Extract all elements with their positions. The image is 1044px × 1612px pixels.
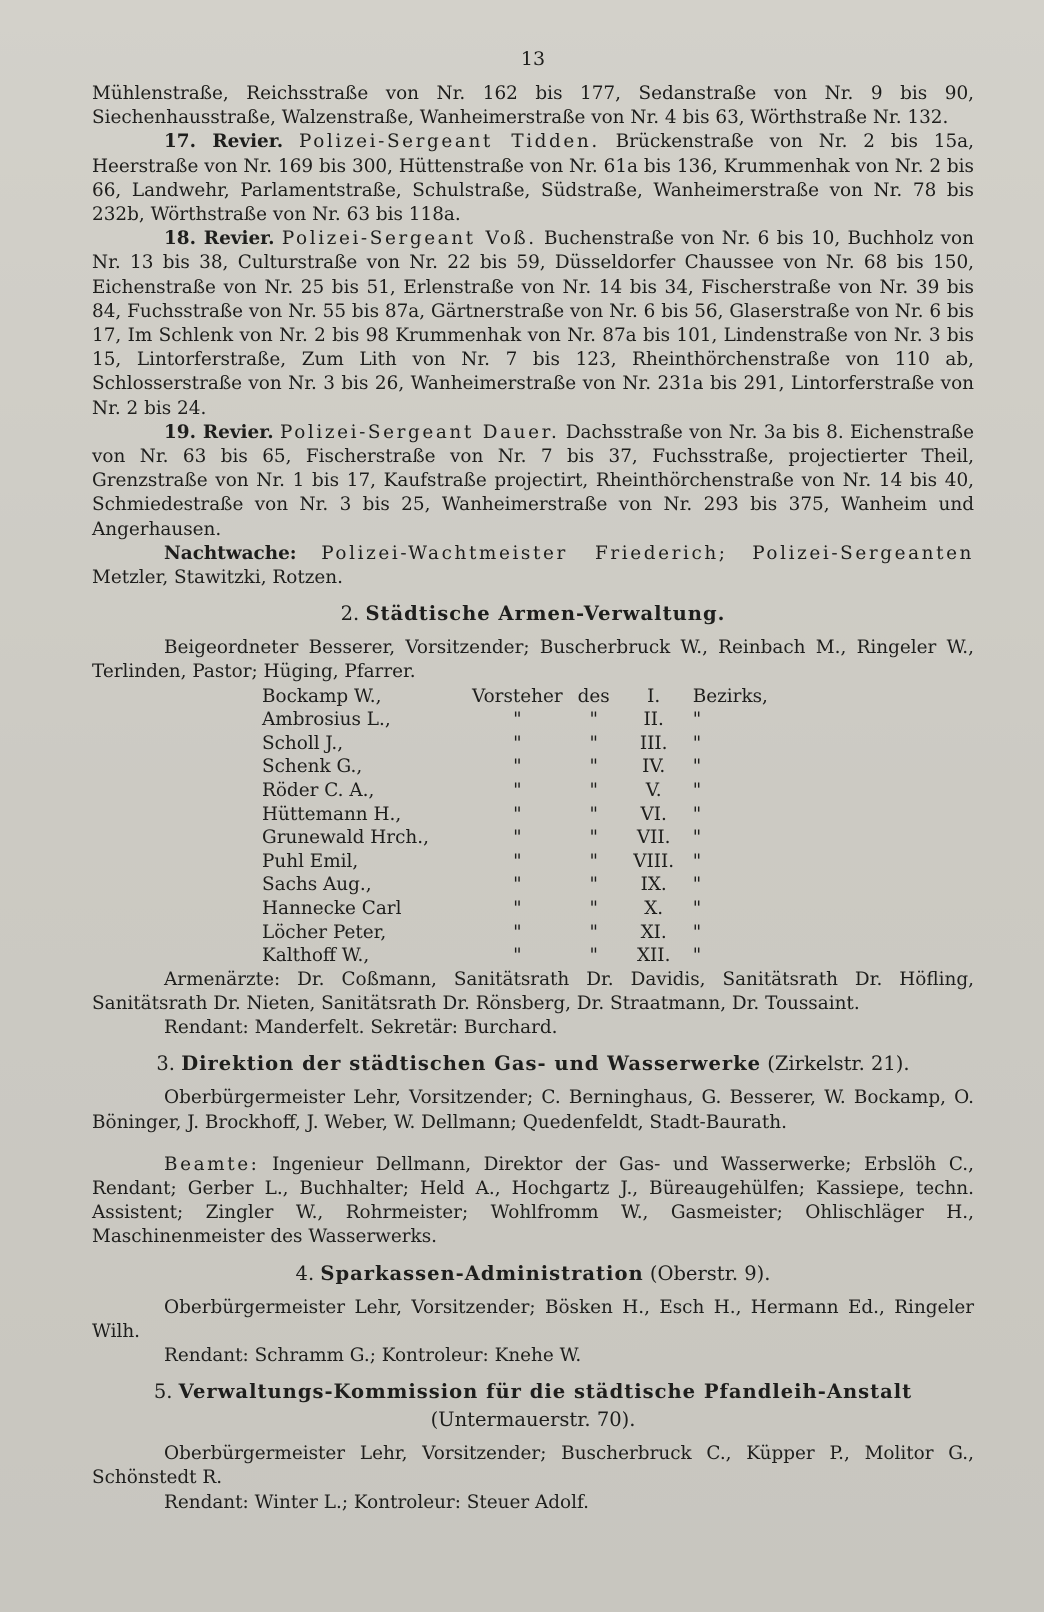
head-district-number: VII. bbox=[636, 827, 671, 849]
section-4-number: 4. bbox=[295, 1261, 315, 1285]
head-title-2: " bbox=[589, 945, 598, 967]
head-title-1: " bbox=[513, 827, 522, 849]
head-name: Scholl J., bbox=[262, 732, 344, 754]
head-district-word: " bbox=[692, 732, 702, 754]
table-row bbox=[262, 803, 813, 827]
head-district-number: I. bbox=[647, 685, 661, 707]
table-row bbox=[262, 873, 813, 897]
head-title-1: " bbox=[513, 850, 522, 872]
revier-18-label: 18. Revier. bbox=[164, 228, 275, 250]
head-title-2: " bbox=[589, 874, 598, 896]
section-3-beamte-label: Beamte: bbox=[164, 1153, 260, 1175]
head-title-2: " bbox=[589, 709, 598, 731]
section-3-beamte bbox=[92, 1153, 974, 1250]
revier-18-officer: Polizei-Sergeant Voß. bbox=[281, 228, 537, 250]
head-district-number: V. bbox=[645, 780, 662, 802]
table-row bbox=[262, 779, 813, 803]
revier-19 bbox=[92, 421, 974, 542]
section-5-rendant: Rendant: Winter L.; Kontroleur: Steuer Adolf. bbox=[164, 1491, 590, 1513]
head-district-word: Bezirks, bbox=[692, 685, 768, 707]
section-4-members: Oberbürgermeister Lehr, Vorsitzender; Bösken H., Esch H., Hermann Ed., Ringeler Wilh. bbox=[92, 1296, 974, 1342]
table-row bbox=[262, 685, 813, 709]
revier-18-text: Buchenstraße von Nr. 6 bis 10, Buchholz von Nr. 13 bis 38, Culturstraße von Nr. 22 bis 59, Düsseldorfer Chaussee von Nr. 68 bis 150, Eichenstraße von Nr. 25 bis 51, Erlenstraße von Nr. 14 bis 34, Fischerstraße von Nr. 39 bis 84, Fuchsstraße von Nr. 55 bis 87a, Gärtnerstraße von Nr. 6 bis 56, Glaserstraße von Nr. 6 bis 17, Im Schlenk von Nr. 2 bis 98 Krummenhak von Nr. 87a bis 101, Lindenstraße von Nr. 3 bis 15, Lintorferstraße, Zum Lith von Nr. 7 bis 123, Rheinthörchenstraße von 110 ab, Schlosserstraße von Nr. 3 bis 26, Wanheimerstraße von Nr. 231a bis 291, Lintorferstraße von Nr. 2 bis 24. bbox=[92, 228, 974, 419]
table-row bbox=[262, 921, 813, 945]
head-district-word: " bbox=[692, 803, 702, 825]
revier-19-officer: Polizei-Sergeant Dauer. bbox=[279, 421, 560, 443]
head-district-number: IV. bbox=[642, 756, 666, 778]
head-name: Schenk G., bbox=[262, 756, 363, 778]
nachtwache-label: Nachtwache: bbox=[164, 542, 297, 564]
section-5-number: 5. bbox=[153, 1380, 173, 1404]
section-5-address: (Untermauerstr. 70). bbox=[430, 1408, 636, 1432]
section-3-title: Direktion der städtischen Gas- und Wasserwerke bbox=[181, 1052, 762, 1076]
section-2-doctors: Armenärzte: Dr. Coßmann, Sanitätsrath Dr. Davidis, Sanitätsrath Dr. Höfling, Sanitätsrath Dr. Nieten, Sanitätsrath Dr. Rönsberg, Dr. Straatmann, Dr. Toussaint. bbox=[92, 968, 974, 1014]
revier-18 bbox=[92, 227, 974, 421]
section-3-beamte-text: Ingenieur Dellmann, Direktor der Gas- und Wasserwerke; Erbslöh C., Rendant; Gerber L., Buchhalter; Held A., Hochgartz J., Büreaugehülfen; Kassiepe, techn. Assistent; Zingler W., Rohrmeister; Wohlfromm W., Gasmeister; Ohlischläger H., Maschinenmeister des Wasserwerks. bbox=[92, 1153, 974, 1248]
section-2-heading bbox=[92, 600, 974, 628]
revier-17-officer: Polizei-Sergeant Tidden. bbox=[299, 131, 600, 153]
table-row bbox=[262, 755, 813, 779]
head-title-1: " bbox=[513, 945, 522, 967]
head-district-number: XI. bbox=[640, 921, 667, 943]
nachtwache bbox=[92, 542, 974, 590]
head-name: Löcher Peter, bbox=[262, 921, 387, 943]
section-3-members: Oberbürgermeister Lehr, Vorsitzender; C. Berninghaus, G. Besserer, W. Bockamp, O. Böninger, J. Brockhoff, J. Weber, W. Dellmann; Quedenfeldt, Stadt-Baurath. bbox=[92, 1087, 974, 1133]
head-district-number: VI. bbox=[640, 803, 667, 825]
head-title-1: " bbox=[513, 756, 522, 778]
table-row bbox=[262, 826, 813, 850]
head-title-2: " bbox=[589, 780, 598, 802]
head-district-number: X. bbox=[644, 898, 664, 920]
head-name: Hüttemann H., bbox=[262, 803, 402, 825]
head-name: Hannecke Carl bbox=[262, 898, 402, 920]
spacer bbox=[92, 1135, 974, 1153]
head-title-1: " bbox=[513, 732, 522, 754]
section-4-address: (Oberstr. 9). bbox=[649, 1261, 771, 1285]
head-title-2: " bbox=[589, 850, 598, 872]
head-title-1: " bbox=[513, 803, 522, 825]
head-title-2: " bbox=[589, 898, 598, 920]
section-2-rendant: Rendant: Manderfelt. Sekretär: Burchard. bbox=[164, 1017, 558, 1039]
head-name: Sachs Aug., bbox=[262, 874, 372, 896]
revier-17 bbox=[92, 130, 974, 227]
table-row bbox=[262, 850, 813, 874]
revier-17-continuation: Mühlenstraße, Reichsstraße von Nr. 162 bis 177, Sedanstraße von Nr. 9 bis 90, Siechenhausstraße, Walzenstraße, Wanheimerstraße von Nr. 4 bis 63, Wörthstraße Nr. 132. bbox=[92, 83, 974, 129]
section-2-intro: Beigeordneter Besserer, Vorsitzender; Buscherbruck W., Reinbach M., Ringeler W., Terlinden, Pastor; Hüging, Pfarrer. bbox=[92, 637, 974, 683]
head-title-2: " bbox=[589, 921, 598, 943]
head-name: Kalthoff W., bbox=[262, 945, 370, 967]
district-heads-table bbox=[262, 685, 813, 968]
head-district-number: II. bbox=[643, 709, 664, 731]
table-row bbox=[262, 732, 813, 756]
page-number: 13 bbox=[520, 48, 546, 70]
table-row bbox=[262, 897, 813, 921]
table-row bbox=[262, 708, 813, 732]
head-district-word: " bbox=[692, 780, 702, 802]
head-title-2: " bbox=[589, 756, 598, 778]
head-district-word: " bbox=[692, 921, 702, 943]
section-5-heading bbox=[92, 1378, 974, 1434]
head-district-word: " bbox=[692, 850, 702, 872]
head-title-1: Vorsteher bbox=[472, 685, 563, 707]
section-3-heading bbox=[92, 1050, 974, 1078]
head-district-word: " bbox=[692, 874, 702, 896]
head-district-number: IX. bbox=[640, 874, 667, 896]
head-name: Bockamp W., bbox=[262, 685, 382, 707]
section-5-title: Verwaltungs-Kommission für die städtische Pfandleih-Anstalt bbox=[178, 1380, 913, 1404]
head-title-1: " bbox=[513, 874, 522, 896]
section-5-members: Oberbürgermeister Lehr, Vorsitzender; Buscherbruck C., Küpper P., Molitor G., Schönstedt R. bbox=[92, 1443, 974, 1489]
section-4-title: Sparkassen-Administration bbox=[320, 1261, 644, 1285]
section-2-title: Städtische Armen-Verwaltung. bbox=[365, 602, 726, 626]
head-district-number: III. bbox=[639, 732, 668, 754]
head-district-word: " bbox=[692, 945, 702, 967]
head-name: Röder C. A., bbox=[262, 780, 375, 802]
head-title-2: " bbox=[589, 803, 598, 825]
revier-17-label: 17. Revier. bbox=[164, 131, 284, 153]
nachtwache-officer-2: Polizei-Sergeanten bbox=[752, 542, 974, 564]
head-title-2: " bbox=[589, 827, 598, 849]
nachtwache-officer-1: Polizei-Wachtmeister Friederich; bbox=[321, 542, 728, 564]
head-district-word: " bbox=[692, 756, 702, 778]
nachtwache-names: Metzler, Stawitzki, Rotzen. bbox=[92, 567, 343, 589]
head-district-word: " bbox=[692, 827, 702, 849]
head-name: Puhl Emil, bbox=[262, 850, 359, 872]
head-title-2: " bbox=[589, 732, 598, 754]
section-2-number: 2. bbox=[340, 602, 360, 626]
head-district-number: VIII. bbox=[633, 850, 675, 872]
revier-19-text: Dachsstraße von Nr. 3a bis 8. Eichenstraße von Nr. 63 bis 65, Fischerstraße von Nr. 7 bis 37, Fuchsstraße, projectierter Theil, Grenzstraße von Nr. 1 bis 17, Kaufstraße projectirt, Rheinthörchenstraße von Nr. 14 bis 40, Schmiedestraße von Nr. 3 bis 25, Wanheimerstraße von Nr. 293 bis 375, Wanheim und Angerhausen. bbox=[92, 421, 974, 540]
revier-19-label: 19. Revier. bbox=[164, 421, 274, 443]
section-3-number: 3. bbox=[156, 1052, 175, 1076]
head-district-word: " bbox=[692, 709, 702, 731]
head-district-number: XII. bbox=[636, 945, 671, 967]
head-title-1: " bbox=[513, 780, 522, 802]
section-4-rendant: Rendant: Schramm G.; Kontroleur: Knehe W. bbox=[164, 1345, 582, 1367]
head-title-1: " bbox=[513, 921, 522, 943]
head-district-word: " bbox=[692, 898, 702, 920]
head-name: Grunewald Hrch., bbox=[262, 827, 429, 849]
head-title-1: " bbox=[513, 898, 522, 920]
head-title-1: " bbox=[513, 709, 522, 731]
head-name: Ambrosius L., bbox=[262, 709, 391, 731]
section-3-address: (Zirkelstr. 21). bbox=[767, 1052, 910, 1076]
revier-17-text: Brückenstraße von Nr. 2 bis 15a, Heerstraße von Nr. 169 bis 300, Hüttenstraße von Nr. 61a bis 136, Krummenhak von Nr. 2 bis 66, Landwehr, Parlamentstraße, Schulstraße, Südstraße, Wanheimerstraße von Nr. 78 bis 232b, Wörthstraße von Nr. 63 bis 118a. bbox=[92, 131, 974, 226]
head-title-2: des bbox=[577, 685, 610, 707]
section-4-heading bbox=[92, 1260, 974, 1288]
table-row bbox=[262, 944, 813, 968]
